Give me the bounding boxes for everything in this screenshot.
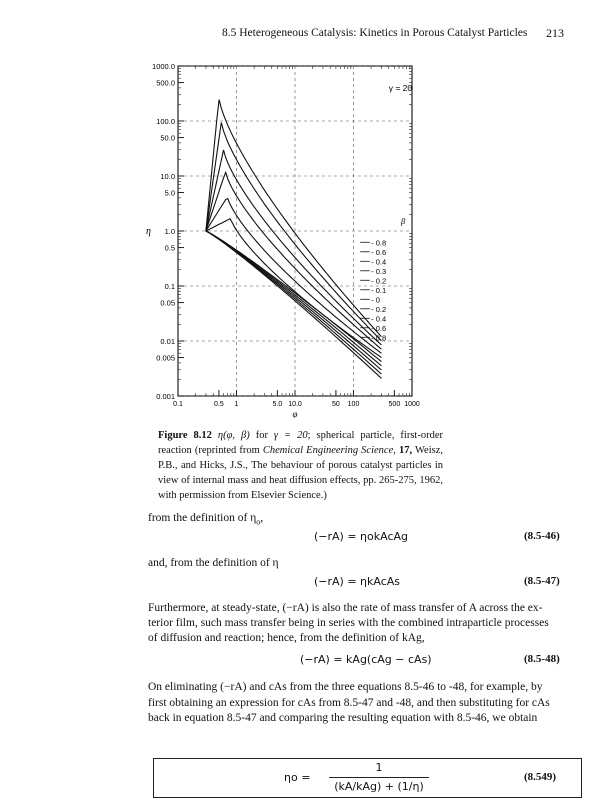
page-number: 213: [546, 26, 564, 40]
caption-text3: Weisz, P.B., and Hicks, J.S., The behaviour of porous catalyst particles in view of internal mass and heat diffusion effects, pp. 265-275, 1962, with permission from Elsevier Science.): [158, 445, 443, 501]
y-tick-label: 500.0: [156, 78, 175, 88]
paragraph-eliminating-line3: back in equation 8.5-47 and comparing the resulting equation with 8.5-46, we obtain: [148, 712, 538, 724]
running-header: 8.5 Heterogeneous Catalysis: Kinetics in Porous Catalyst Particles: [222, 27, 528, 39]
y-axis-label: η: [146, 226, 151, 237]
y-tick-label: 50.0: [160, 133, 175, 143]
x-tick-label: 0.5: [214, 401, 224, 408]
legend-title: β: [401, 215, 406, 226]
equation-number-48: (8.5-48): [524, 653, 560, 665]
curve-beta--0.6: [206, 231, 382, 374]
eq4-denominator: (kA/kAg) + (1/η): [334, 780, 424, 793]
legend-label: - 0.2: [371, 304, 387, 314]
paragraph-eliminating-line1: On eliminating (−rA) and cAs from the three equations 8.5-46 to -48, for example, by: [148, 681, 543, 693]
curve-beta--0.8: [206, 231, 382, 378]
caption-volume: 17,: [395, 445, 413, 456]
y-tick-label: 1000.0: [152, 62, 175, 71]
eq4-fraction-bar: [329, 777, 429, 778]
equation-8-5-46: (−rA) = ηokAcAg: [314, 530, 409, 543]
y-tick-label: 0.005: [156, 353, 175, 363]
paragraph-steady-state-line2: terior film, such mass transfer being in series with the combined intraparticle processes: [148, 617, 549, 629]
legend-label: - 0.2: [371, 276, 387, 286]
x-axis-label: φ: [292, 409, 298, 418]
x-tick-label: 1: [234, 401, 239, 408]
y-tick-label: 0.05: [160, 298, 175, 308]
curve-beta--0.4: [206, 231, 382, 370]
caption-journal: Chemical Engineering Science,: [262, 445, 396, 456]
curve-beta-0.8: [206, 100, 382, 337]
x-tick-label: 1000: [404, 401, 420, 408]
y-tick-label: 10.0: [160, 172, 175, 181]
legend-label: - 0.3: [371, 266, 387, 276]
y-tick-label: 0.5: [164, 243, 175, 253]
legend-label: - 0.1: [371, 285, 387, 295]
x-tick-label: 0.1: [173, 401, 183, 408]
figure-caption: [158, 428, 443, 503]
effectiveness-factor-chart: [140, 58, 430, 418]
legend-label: - 0.6: [371, 323, 387, 333]
caption-gamma: γ = 20: [273, 430, 308, 441]
caption-symbol: η(φ, β): [217, 430, 250, 441]
equation-number-47: (8.5-47): [524, 575, 560, 587]
y-tick-label: 5.0: [164, 188, 175, 198]
figure-label: Figure 8.12: [158, 430, 212, 441]
x-tick-label: 100: [347, 401, 360, 408]
legend-label: - 0.4: [371, 257, 387, 267]
paragraph-eliminating-line2: first obtaining an expression for cAs from 8.5-47 and -48, and then substituting for cAs: [148, 697, 550, 709]
gamma-label: γ = 20: [388, 83, 413, 94]
eq4-lhs: ηo =: [284, 771, 311, 784]
x-tick-label: 500: [388, 401, 401, 408]
y-tick-label: 0.001: [156, 392, 175, 401]
y-tick-label: 100.0: [156, 117, 175, 126]
equation-number-46: (8.5-46): [524, 530, 560, 542]
legend-label: - 0.8: [371, 333, 387, 343]
caption-text1: for: [249, 430, 274, 441]
legend-label: - 0.4: [371, 314, 387, 324]
equation-number-49: (8.549): [524, 771, 557, 783]
y-tick-label: 0.01: [160, 337, 175, 346]
curve-beta-0.1: [206, 219, 382, 358]
boxed-equation: [153, 758, 582, 798]
text-line-definition-eta-o: from the definition of $\eta_o$,: [148, 512, 264, 527]
legend-label: - 0.8: [371, 238, 387, 248]
legend-label: - 0.6: [371, 247, 387, 257]
text-line-definition-eta: and, from the definition of η: [148, 557, 279, 569]
x-tick-label: 50: [331, 401, 340, 408]
curve-beta-0.3: [206, 172, 382, 349]
y-tick-label: 0.1: [164, 282, 175, 291]
x-tick-label: 10.0: [288, 401, 302, 408]
paragraph-steady-state-line1: Furthermore, at steady-state, (−rA) is also the rate of mass transfer of A across the ex-: [148, 602, 543, 614]
y-tick-label: 1.0: [164, 227, 175, 236]
x-tick-label: 5.0: [272, 401, 283, 408]
eq4-numerator: 1: [375, 761, 383, 774]
equation-8-5-47: (−rA) = ηkAcAs: [314, 575, 401, 588]
legend-label: - 0: [371, 295, 380, 305]
paragraph-steady-state-line3: of diffusion and reaction; hence, from the definition of kAg,: [148, 632, 425, 644]
caption-text2: ; spherical particle, first-order reaction (reprinted from: [158, 430, 443, 456]
equation-8-5-48: (−rA) = kAg(cAg − cAs): [300, 653, 432, 666]
